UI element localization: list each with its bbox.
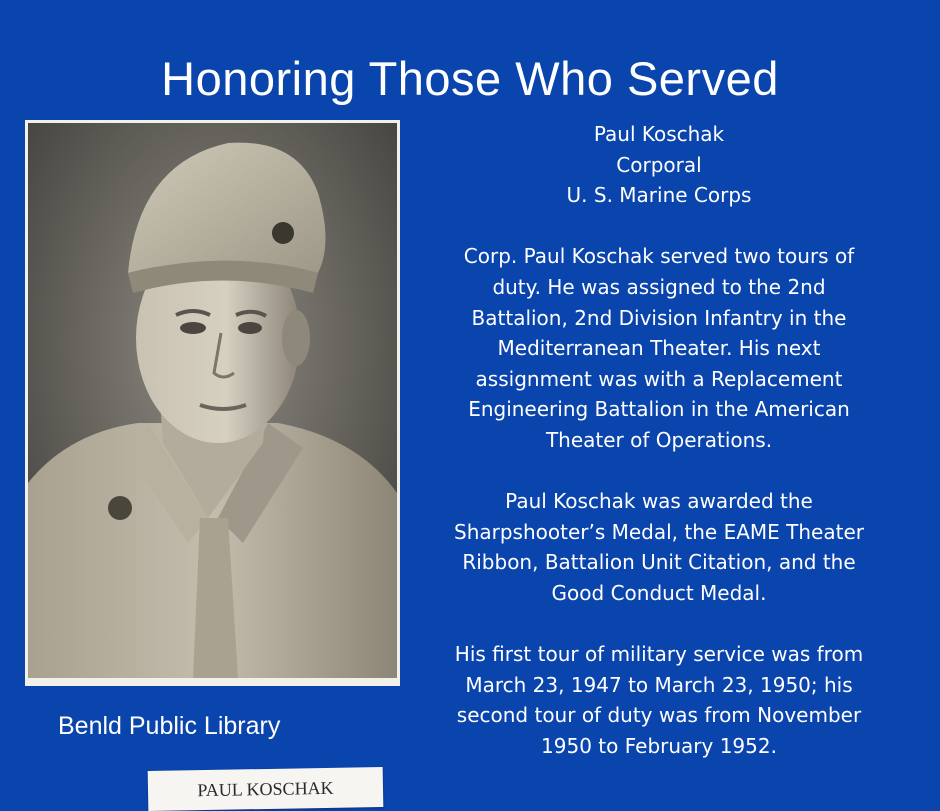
portrait-photo: [28, 123, 397, 678]
veteran-rank: Corporal: [616, 152, 702, 177]
bio-line: Ribbon, Battalion Unit Citation, and the: [462, 550, 856, 575]
page-title: Honoring Those Who Served: [161, 52, 779, 105]
photo-nameplate: PAUL KOSCHAK: [148, 767, 384, 811]
biography: [428, 119, 890, 761]
bio-paragraph-awards: [428, 486, 890, 608]
bio-line: Good Conduct Medal.: [551, 580, 767, 605]
bio-paragraph-dates: [428, 639, 890, 761]
bio-paragraph-service: [428, 241, 890, 455]
bio-line: His first tour of military service was from: [454, 642, 864, 667]
veteran-name: Paul Koschak: [593, 122, 725, 146]
bio-line: 1950 to February 1952.: [541, 733, 777, 758]
bio-line: duty. He was assigned to the 2nd: [492, 274, 826, 299]
bio-line: Battalion, 2nd Division Infantry in the: [471, 305, 847, 330]
bio-line: March 23, 1947 to March 23, 1950; his: [465, 672, 853, 697]
veteran-branch: U. S. Marine Corps: [566, 183, 752, 208]
library-name: Benld Public Library: [58, 712, 281, 740]
bio-line: Paul Koschak was awarded the: [505, 489, 813, 514]
bio-line: Mediterranean Theater. His next: [497, 336, 821, 361]
bio-line: Engineering Battalion in the American: [468, 397, 850, 422]
bio-line: Corp. Paul Koschak served two tours of: [463, 244, 855, 269]
bio-line: Theater of Operations.: [545, 427, 773, 452]
bio-line: Sharpshooter’s Medal, the EAME Theater: [454, 519, 864, 544]
bio-line: second tour of duty was from November: [456, 703, 862, 728]
bio-line: assignment was with a Replacement: [475, 366, 843, 391]
service-header: [428, 119, 890, 211]
